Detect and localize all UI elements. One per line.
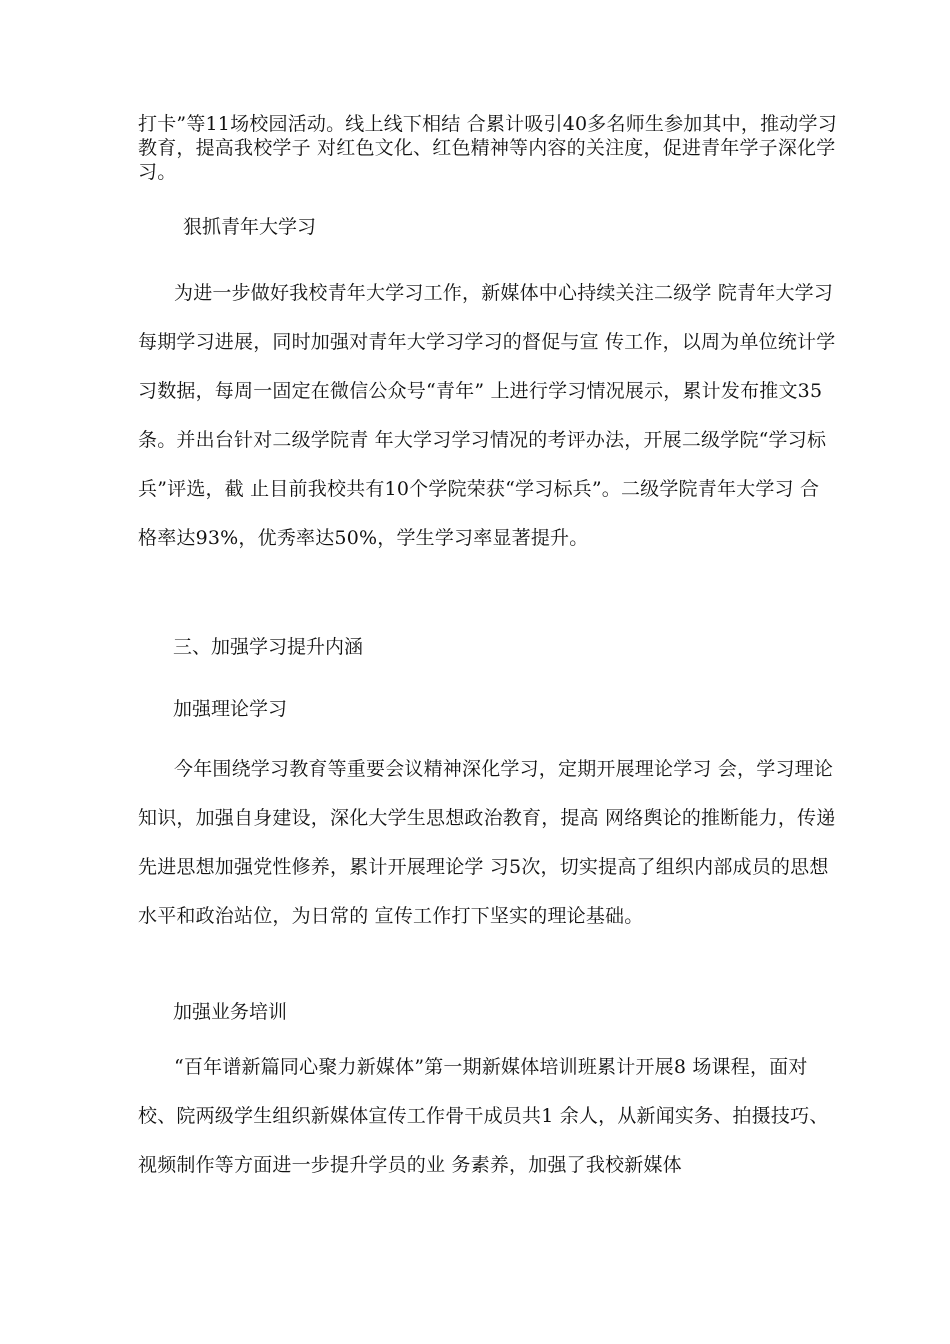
heading-section-three: 三、加强学习提升内涵 [173,636,364,658]
paragraph-youth-study: 为进一步做好我校青年大学习工作，新媒体中心持续关注二级学 院青年大学习每期学习进展，同时加强对青年大学习学习的督促与宣 传工作，以周为单位统计学习数据，每周一固定在微信公众号“青年” 上进行学习情况展示，累计发布推文35条。并出台针对二级学院青 年大学习学习情况的考评办法，开展二级学院“学习标兵”评选，截 止目前我校共有10个学院荣获“学习标兵”。二级学院青年大学习 合格率达93%，优秀率达50%，学生学习率显著提升。 [138,282,836,549]
heading-youth-study: 狠抓青年大学习 [183,216,317,238]
paragraph-campus-activities: 打卡”等11场校园活动。线上线下相结 合累计吸引40多名师生参加其中，推动学习教育，提高我校学子 对红色文化、红色精神等内容的关注度，促进青年学子深化学习。 [138,113,837,183]
paragraph-theory-study: 今年围绕学习教育等重要会议精神深化学习，定期开展理论学习 会，学习理论知识，加强自身建设，深化大学生思想政治教育，提高 网络舆论的推断能力，传递先进思想加强党性修养，累计开展理论学 习5次，切实提高了组织内部成员的思想水平和政治站位，为日常的 宣传工作打下坚实的理论基础。 [138,758,836,927]
paragraph-business-training: “百年谱新篇同心聚力新媒体”第一期新媒体培训班累计开展8 场课程，面对校、院两级学生组织新媒体宣传工作骨干成员共1 余人，从新闻实务、拍摄技巧、视频制作等方面进一步提升学员的业 务素养，加强了我校新媒体 [138,1056,829,1176]
heading-theory-study: 加强理论学习 [173,698,288,720]
heading-business-training: 加强业务培训 [173,1001,288,1023]
